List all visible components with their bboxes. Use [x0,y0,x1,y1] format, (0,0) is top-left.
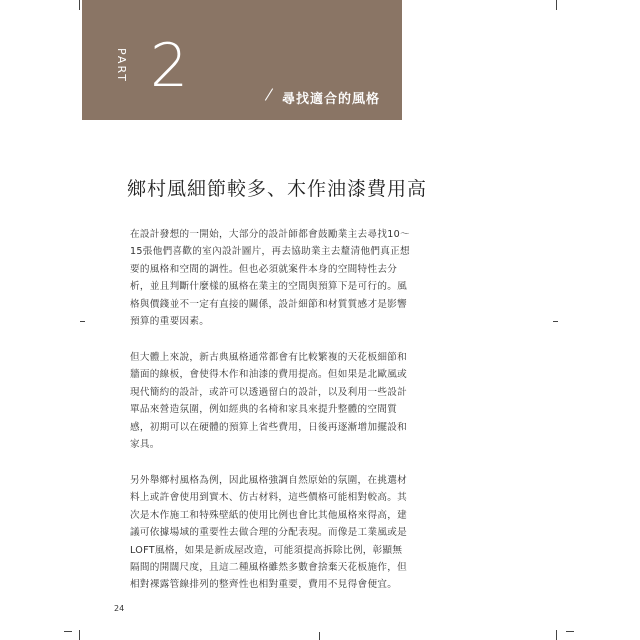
crop-mark-top-right [556,0,557,10]
crop-mark-bottom-center [319,632,320,640]
crop-mark-bottom-left-h [64,631,72,632]
section-title: 尋找適合的風格 [282,92,381,107]
crop-mark-bottom-right-h [566,631,574,632]
crop-mark-right-mid [553,321,558,322]
page-title: 鄉村風細節較多、木作油漆費用高 [127,178,428,200]
crop-mark-bottom-right [556,630,557,640]
paragraph-3: 另外舉鄉村風格為例，因此風格強調自然原始的氛圍，在挑選材料上或許會使用到實木、仿古材料，這些價格可能相對較高。其次是木作施工和特殊壁紙的使用比例也會比其他風格來得高，建議可依據場域的重要性去做合理的分配表現。而像是工業風或是LOFT風格，如果是新成屋改造，可能須提高拆除比例，彰顯無隔間的開闊尺度，且這二種風格雖然多數會捨棄天花板施作，但相對裸露管線排列的整齊性也相對重要，費用不見得會便宜。 [130,475,408,591]
crop-mark-top-left [79,0,80,10]
part-label: PART [115,48,128,84]
crop-mark-bottom-left [79,630,80,640]
page-number: 24 [114,604,125,613]
crop-mark-left-mid [80,321,85,322]
part-number: 2 [150,31,189,101]
paragraph-2: 但大體上來說，新古典風格通常都會有比較繁複的天花板細節和牆面的線板，會使得木作和油漆的費用提高。但如果是北歐風或現代簡約的設計，或許可以透過留白的設計，以及利用一些設計單品來營造氛圍，例如經典的名椅和家具來提升整體的空間質感，初期可以在硬體的預算上省些費用，日後再逐漸增加擺設和家具。 [130,352,408,451]
paragraph-1: 在設計發想的一開始，大部分的設計師都會鼓勵業主去尋找10～15張他們喜歡的室內設計圖片，再去協助業主去釐清他們真正想要的風格和空間的調性。但也必須就案件本身的空間特性去分析，並且判斷什麼樣的風格在業主的空間與預算下是可行的。風格與價錢並不一定有直接的關係，設計細節和材質質感才是影響預算的重要因素。 [130,229,410,328]
